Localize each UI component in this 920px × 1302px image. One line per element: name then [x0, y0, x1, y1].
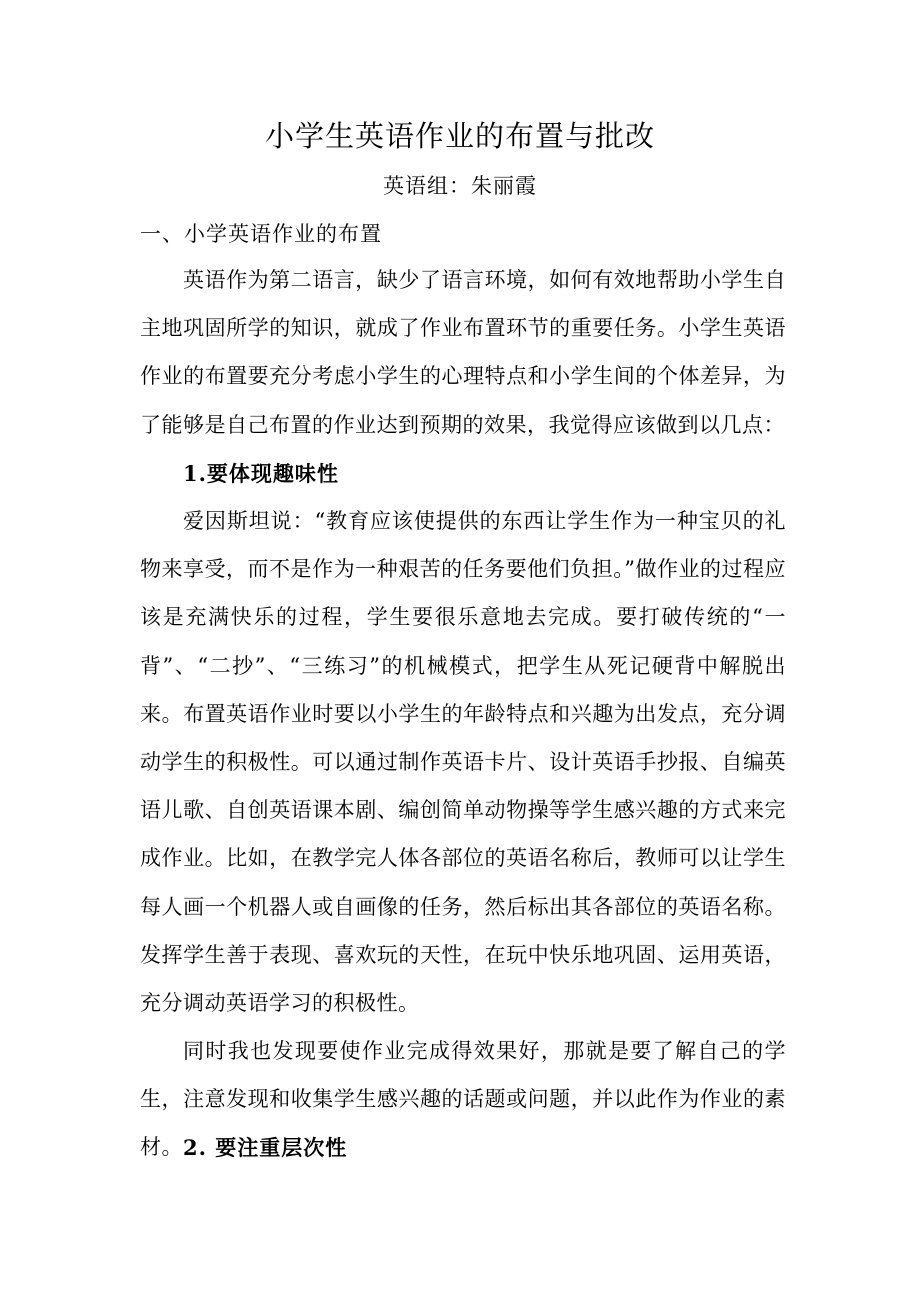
subheading-levels: 2. 要注重层次性: [183, 1135, 348, 1160]
interest-paragraph: 爱因斯坦说：“教育应该使提供的东西让学生作为一种宝贝的礼物来享受，而不是作为一种艰苦的任务要他们负担。”做作业的过程应该是充满快乐的过程，学生要很乐意地去完成。要打破传统的“一背”、“二抄”、“三练习”的机械模式，把学生从死记硬背中解脱出来。布置英语作业时要以小学生的年龄特点和兴趣为出发点，充分调动学生的积极性。可以通过制作英语卡片、设计英语手抄报、自编英语儿歌、自创英语课本剧、编创简单动物操等学生感兴趣的方式来完成作业。比如，在教学完人体各部位的英语名称后，教师可以让学生每人画一个机器人或自画像的任务，然后标出其各部位的英语名称。发挥学生善于表现、喜欢玩的天性，在玩中快乐地巩固、运用英语，充分调动英语学习的积极性。: [140, 509, 786, 1016]
subheading-interest: 1.要体现趣味性: [183, 461, 339, 486]
document-title: 小学生英语作业的布置与批改: [264, 119, 655, 153]
section-heading: 一、小学英语作业的布置: [140, 222, 382, 246]
intro-paragraph: 英语作为第二语言，缺少了语言环境，如何有效地帮助小学生自主地巩固所学的知识，就成了作业布置环节的重要任务。小学生英语作业的布置要充分考虑小学生的心理特点和小学生间的个体差异，为了能够是自己布置的作业达到预期的效果，我觉得应该做到以几点：: [140, 268, 786, 437]
observation-paragraph: 同时我也发现要使作业完成得效果好，那就是要了解自己的学生，注意发现和收集学生感兴趣的话题或问题，并以此作为作业的素材。: [140, 1039, 786, 1160]
author-line: 英语组：朱丽霞: [383, 174, 537, 198]
